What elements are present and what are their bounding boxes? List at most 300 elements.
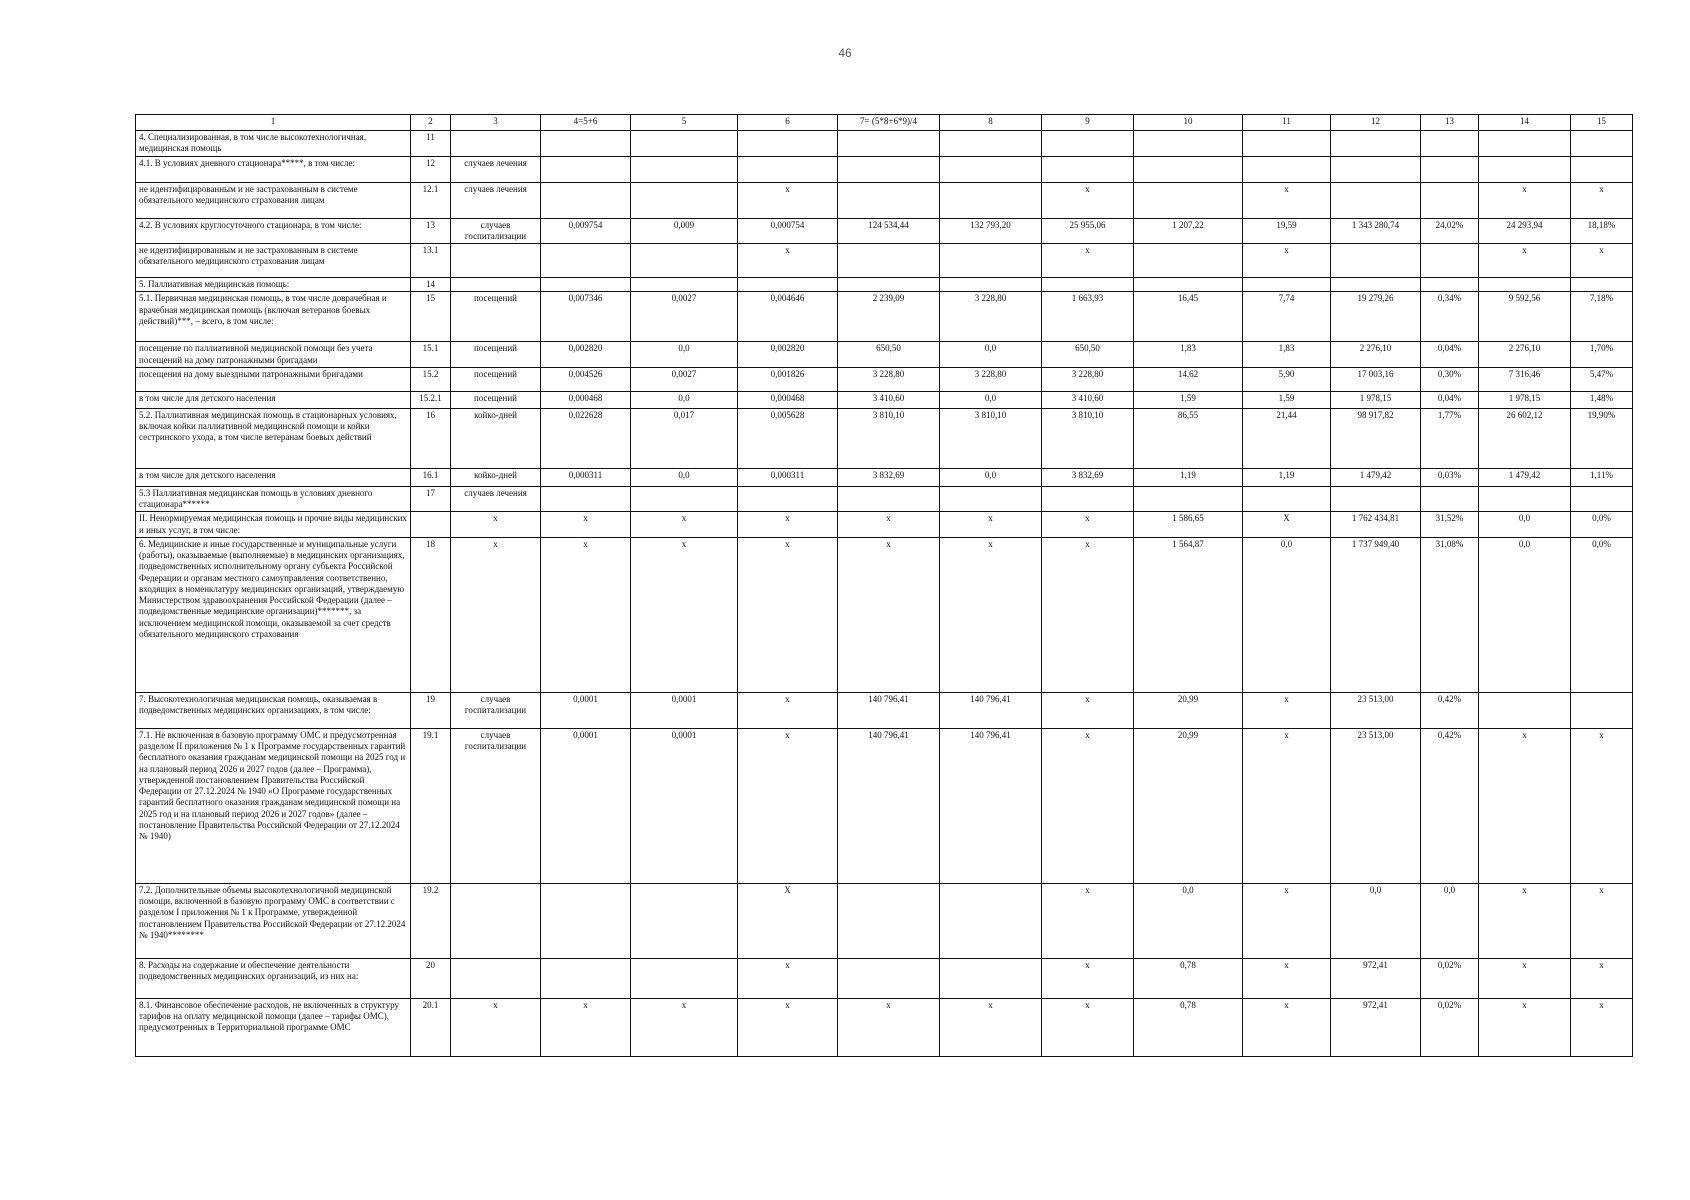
table-cell	[1421, 182, 1479, 218]
table-cell: 1 737 949,40	[1331, 537, 1421, 692]
table-cell	[838, 156, 940, 182]
table-cell: х	[1571, 998, 1633, 1056]
table-cell: 3 832,69	[838, 468, 940, 486]
table-cell: 972,41	[1331, 998, 1421, 1056]
table-row	[136, 998, 1633, 1056]
table-cell	[541, 486, 631, 512]
table-cell	[838, 883, 940, 958]
table-cell: 0,30%	[1421, 367, 1479, 391]
table-cell	[1134, 244, 1243, 278]
table-cell: 0,0	[1243, 537, 1331, 692]
table-cell: х	[1479, 728, 1571, 883]
table-cell	[1134, 182, 1243, 218]
table-cell	[1331, 131, 1421, 157]
table-cell: 140 796,41	[838, 692, 940, 728]
table-cell: х	[1479, 883, 1571, 958]
table-cell: 0,42%	[1421, 692, 1479, 728]
table-cell	[1243, 156, 1331, 182]
table-cell: 20,99	[1134, 692, 1243, 728]
table-cell: 0,02%	[1421, 958, 1479, 998]
table-cell: 0,000311	[541, 468, 631, 486]
table-row	[136, 131, 1633, 157]
table-row	[136, 278, 1633, 292]
row-label-cell: 5.2. Паллиативная медицинская помощь в стационарных условиях, включая койки паллиативной медицинской помощи и койки сестринского ухода, в том числе ветеранам боевых действий	[136, 408, 411, 468]
table-cell: случаев госпитализации	[451, 728, 541, 883]
table-cell: 7 316,46	[1479, 367, 1571, 391]
table-cell: койко-дней	[451, 408, 541, 468]
table-cell	[1479, 156, 1571, 182]
table-cell: 1,83	[1243, 342, 1331, 368]
column-header: 1	[136, 115, 411, 131]
table-cell: случаев лечения	[451, 182, 541, 218]
table-cell	[940, 182, 1042, 218]
table-cell	[1243, 486, 1331, 512]
table-cell: 98 917,82	[1331, 408, 1421, 468]
table-cell: х	[738, 182, 838, 218]
row-label-cell: посещения на дому выездными патронажными бригадами	[136, 367, 411, 391]
table-cell	[631, 958, 738, 998]
table-cell	[940, 156, 1042, 182]
table-cell	[838, 486, 940, 512]
table-cell: 0,0	[940, 342, 1042, 368]
table-cell: х	[1042, 883, 1134, 958]
row-label-cell: 7.2. Дополнительные объемы высокотехнологичной медицинской помощи, включенной в базовую программу ОМС в соответствии с разделом I приложения № 1 к Программе, утвержденной постановлением Правительства Российской Федерации от 27.12.2024 № 1940********	[136, 883, 411, 958]
table-row	[136, 486, 1633, 512]
column-header-row	[136, 115, 1633, 131]
table-cell: 1,70%	[1571, 342, 1633, 368]
table-cell: 15.2.1	[411, 391, 451, 408]
column-header: 8	[940, 115, 1042, 131]
table-cell: 140 796,41	[838, 728, 940, 883]
table-cell: 2 239,09	[838, 292, 940, 342]
table-cell: 0,0	[1479, 537, 1571, 692]
table-cell: Х	[738, 883, 838, 958]
table-cell: случаев госпитализации	[451, 692, 541, 728]
table-cell: х	[1571, 958, 1633, 998]
table-cell: 650,50	[1042, 342, 1134, 368]
table-cell: 20,99	[1134, 728, 1243, 883]
table-cell	[631, 131, 738, 157]
table-cell: 19	[411, 692, 451, 728]
table-cell	[940, 883, 1042, 958]
table-cell: х	[541, 512, 631, 538]
table-cell: х	[1243, 728, 1331, 883]
table-cell: случаев лечения	[451, 156, 541, 182]
table-cell: 0,002820	[738, 342, 838, 368]
table-cell: посещений	[451, 292, 541, 342]
table-cell	[1571, 156, 1633, 182]
page-number: 46	[838, 46, 852, 60]
table-cell: 3 810,10	[838, 408, 940, 468]
table-cell: 2 276,10	[1479, 342, 1571, 368]
table-cell: 124 534,44	[838, 218, 940, 244]
table-cell: 0,005628	[738, 408, 838, 468]
table-cell	[838, 182, 940, 218]
table-cell: х	[541, 537, 631, 692]
table-cell: х	[940, 512, 1042, 538]
column-header: 2	[411, 115, 451, 131]
table-cell: х	[541, 998, 631, 1056]
table-cell: 140 796,41	[940, 692, 1042, 728]
row-label-cell: 5. Паллиативная медицинская помощь:	[136, 278, 411, 292]
table-cell: Х	[1243, 512, 1331, 538]
table-cell: 0,0	[631, 468, 738, 486]
table-cell: х	[738, 512, 838, 538]
table-cell	[1134, 156, 1243, 182]
table-cell	[541, 156, 631, 182]
table-cell: 0,004526	[541, 367, 631, 391]
table-cell: 12.1	[411, 182, 451, 218]
table-cell	[838, 958, 940, 998]
table-cell	[541, 244, 631, 278]
table-cell: 24 293,94	[1479, 218, 1571, 244]
table-row	[136, 958, 1633, 998]
table-cell: 14	[411, 278, 451, 292]
table-cell	[838, 278, 940, 292]
table-cell: 14,62	[1134, 367, 1243, 391]
table-cell	[631, 486, 738, 512]
table-row	[136, 244, 1633, 278]
table-cell: 0,002820	[541, 342, 631, 368]
row-label-cell: не идентифицированным и не застрахованным в системе обязательного медицинского страхования лицам	[136, 182, 411, 218]
table-cell: 17	[411, 486, 451, 512]
table-cell: 0,0	[1134, 883, 1243, 958]
table-cell: 1,48%	[1571, 391, 1633, 408]
row-label-cell: посещение по паллиативной медицинской помощи без учета посещений на дому патронажными бригадами	[136, 342, 411, 368]
table-cell: х	[1042, 512, 1134, 538]
table-cell: 1 343 280,74	[1331, 218, 1421, 244]
table-cell	[1421, 486, 1479, 512]
table-cell: 1 978,15	[1331, 391, 1421, 408]
table-cell: 1,19	[1243, 468, 1331, 486]
table-cell: х	[1479, 998, 1571, 1056]
table-cell	[541, 131, 631, 157]
table-cell	[1331, 182, 1421, 218]
table-cell: 0,000468	[541, 391, 631, 408]
table-cell	[1571, 692, 1633, 728]
table-cell: 15	[411, 292, 451, 342]
table-cell	[1479, 131, 1571, 157]
table-cell	[451, 883, 541, 958]
row-label-cell: 7.1. Не включенная в базовую программу ОМС и предусмотренная разделом II приложения № 1 к Программе государственных гарантий бесплатного оказания гражданам медицинской помощи на 2025 год и на плановый период 2026 и 2027 годов (далее – Программа), утвержденной постановлением Правительства Российской Федерации от 27.12.2024 № 1940 «О Программе государственных гарантий бесплатного оказания гражданам медицинской помощи на 2025 год и на плановый период 2026 и 2027 годов» (далее – постановление Правительства Российской Федерации от 27.12.2024 № 1940)	[136, 728, 411, 883]
table-cell: 9 592,56	[1479, 292, 1571, 342]
row-label-cell: 6. Медицинские и иные государственные и муниципальные услуги (работы), оказываемые (выполняемые) в медицинских организациях, подведомственных исполнительному органу субъекта Российской Федерации и органам местного самоуправления соответственно, входящих в номенклатуру медицинских организаций, утверждаемую Министерством здравоохранения Российской Федерации (далее – подведомственные медицинские организации)*******, за исключением медицинской помощи, оказываемой за счет средств обязательного медицинского страхования	[136, 537, 411, 692]
table-cell: 11	[411, 131, 451, 157]
table-cell: 0,0001	[541, 728, 631, 883]
table-cell: 16	[411, 408, 451, 468]
table-cell: х	[1042, 244, 1134, 278]
table-row	[136, 408, 1633, 468]
table-cell	[1421, 244, 1479, 278]
table-row	[136, 512, 1633, 538]
table-cell	[631, 156, 738, 182]
row-label-cell: 5.3 Паллиативная медицинская помощь в условиях дневного стационара******	[136, 486, 411, 512]
table-row	[136, 537, 1633, 692]
table-cell: 21,44	[1243, 408, 1331, 468]
table-cell	[1421, 278, 1479, 292]
table-cell: 19,59	[1243, 218, 1331, 244]
table-cell	[1421, 156, 1479, 182]
table-cell: 20.1	[411, 998, 451, 1056]
table-cell: 26 602,12	[1479, 408, 1571, 468]
column-header: 14	[1479, 115, 1571, 131]
table-cell: х	[1243, 883, 1331, 958]
table-cell: 0,78	[1134, 998, 1243, 1056]
table-cell: х	[1479, 244, 1571, 278]
table-cell: 0,0001	[631, 692, 738, 728]
table-cell: 972,41	[1331, 958, 1421, 998]
table-cell: 0,0%	[1571, 537, 1633, 692]
table-row	[136, 218, 1633, 244]
table-cell: случаев госпитализации	[451, 218, 541, 244]
table-cell: 0,000468	[738, 391, 838, 408]
table-cell: 0,03%	[1421, 468, 1479, 486]
table-cell: х	[838, 537, 940, 692]
table-cell	[1243, 131, 1331, 157]
table-cell: х	[738, 537, 838, 692]
table-cell	[1243, 278, 1331, 292]
table-cell	[631, 278, 738, 292]
table-cell	[1134, 131, 1243, 157]
table-cell	[451, 131, 541, 157]
table-cell: х	[738, 728, 838, 883]
column-header: 12	[1331, 115, 1421, 131]
table-cell: 132 793,20	[940, 218, 1042, 244]
table-cell: х	[1042, 998, 1134, 1056]
table-cell	[738, 278, 838, 292]
table-cell	[541, 182, 631, 218]
table-cell	[940, 131, 1042, 157]
table-row	[136, 342, 1633, 368]
table-cell: 3 228,80	[1042, 367, 1134, 391]
table-cell: 0,007346	[541, 292, 631, 342]
table-cell: 20	[411, 958, 451, 998]
table-cell: 0,0027	[631, 292, 738, 342]
table-cell: х	[1479, 182, 1571, 218]
table-cell: 16.1	[411, 468, 451, 486]
table-cell: х	[738, 244, 838, 278]
table-cell: х	[738, 692, 838, 728]
table-cell: случаев лечения	[451, 486, 541, 512]
table-cell: 1 978,15	[1479, 391, 1571, 408]
table-cell	[940, 244, 1042, 278]
table-cell	[738, 156, 838, 182]
table-cell	[1331, 278, 1421, 292]
column-header: 15	[1571, 115, 1633, 131]
table-row	[136, 156, 1633, 182]
table-cell: 1,83	[1134, 342, 1243, 368]
row-label-cell: не идентифицированным и не застрахованным в системе обязательного медицинского страхования лицам	[136, 244, 411, 278]
table-row	[136, 728, 1633, 883]
table-cell: 3 410,60	[1042, 391, 1134, 408]
table-cell: посещений	[451, 391, 541, 408]
table-cell: 86,55	[1134, 408, 1243, 468]
table-cell	[631, 244, 738, 278]
table-cell: 31,52%	[1421, 512, 1479, 538]
table-cell: 3 810,10	[940, 408, 1042, 468]
table-cell: 3 832,69	[1042, 468, 1134, 486]
table-cell	[1134, 486, 1243, 512]
table-cell	[1331, 486, 1421, 512]
table-row	[136, 883, 1633, 958]
table-cell: х	[940, 537, 1042, 692]
table-cell	[541, 958, 631, 998]
table-cell: 1 762 434,81	[1331, 512, 1421, 538]
table-cell	[940, 958, 1042, 998]
table-cell: 1 479,42	[1479, 468, 1571, 486]
table-cell: посещений	[451, 342, 541, 368]
column-header: 9	[1042, 115, 1134, 131]
table-cell	[541, 278, 631, 292]
table-cell	[1479, 486, 1571, 512]
table-cell: 3 810,10	[1042, 408, 1134, 468]
column-header: 11	[1243, 115, 1331, 131]
table-cell	[1571, 131, 1633, 157]
table-cell: 19,90%	[1571, 408, 1633, 468]
table-cell: 0,0	[940, 391, 1042, 408]
table-cell: 19.1	[411, 728, 451, 883]
table-cell: 0,0001	[631, 728, 738, 883]
table-cell: 3 228,80	[940, 367, 1042, 391]
table-cell: 0,0	[1479, 512, 1571, 538]
table-cell: 1,11%	[1571, 468, 1633, 486]
table-cell: 1 564,87	[1134, 537, 1243, 692]
table-cell: х	[1243, 244, 1331, 278]
row-label-cell: 4.1. В условиях дневного стационара*****, в том числе:	[136, 156, 411, 182]
table-cell: 0,0%	[1571, 512, 1633, 538]
row-label-cell: 5.1. Первичная медицинская помощь, в том числе доврачебная и врачебная медицинская помощь (включая ветеранов боевых действий)***, – всего, в том числе:	[136, 292, 411, 342]
table-cell: 0,000754	[738, 218, 838, 244]
table-cell: 12	[411, 156, 451, 182]
table-cell	[1479, 692, 1571, 728]
table-cell: 0,009754	[541, 218, 631, 244]
financing-table	[135, 114, 1633, 1057]
table-cell: 2 276,10	[1331, 342, 1421, 368]
table-cell: 23 513,00	[1331, 728, 1421, 883]
table-cell: 1 663,93	[1042, 292, 1134, 342]
table-cell: 1 207,22	[1134, 218, 1243, 244]
table-cell: х	[1042, 958, 1134, 998]
table-cell: 0,004646	[738, 292, 838, 342]
column-header: 10	[1134, 115, 1243, 131]
table-cell: 0,42%	[1421, 728, 1479, 883]
table-cell: 5,47%	[1571, 367, 1633, 391]
table-cell: х	[1042, 182, 1134, 218]
table-cell	[1571, 486, 1633, 512]
row-label-cell: в том числе для детского населения	[136, 468, 411, 486]
table-cell	[1042, 278, 1134, 292]
table-cell	[631, 883, 738, 958]
table-cell: 0,0027	[631, 367, 738, 391]
table-cell: х	[1243, 998, 1331, 1056]
table-cell: 0,001826	[738, 367, 838, 391]
table-cell: х	[838, 512, 940, 538]
table-cell: х	[1243, 958, 1331, 998]
table-cell: 1 586,65	[1134, 512, 1243, 538]
table-cell: 0,0	[940, 468, 1042, 486]
table-cell: х	[1042, 537, 1134, 692]
table-cell	[1479, 278, 1571, 292]
table-cell: х	[1243, 182, 1331, 218]
table-cell: 140 796,41	[940, 728, 1042, 883]
table-cell: 17 003,16	[1331, 367, 1421, 391]
table-cell: х	[738, 958, 838, 998]
table-cell: х	[451, 512, 541, 538]
table-cell	[541, 883, 631, 958]
table-cell: 16,45	[1134, 292, 1243, 342]
table-cell: койко-дней	[451, 468, 541, 486]
table-cell: 23 513,00	[1331, 692, 1421, 728]
row-label-cell: 7. Высокотехнологичная медицинская помощь, оказываемая в подведомственных медицинских организациях, в том числе:	[136, 692, 411, 728]
table-cell: 3 410,60	[838, 391, 940, 408]
row-label-cell: II. Ненормируемая медицинская помощь и прочие виды медицинских и иных услуг, в том числе:	[136, 512, 411, 538]
table-cell: 15.1	[411, 342, 451, 368]
table-cell	[1331, 156, 1421, 182]
table-cell: х	[738, 998, 838, 1056]
column-header: 5	[631, 115, 738, 131]
table-cell: 7,18%	[1571, 292, 1633, 342]
row-label-cell: 8.1. Финансовое обеспечение расходов, не включенных в структуру тарифов на оплату медицинской помощи (далее – тарифы ОМС), предусмотренных в Территориальной программе ОМС	[136, 998, 411, 1056]
table-cell: х	[1571, 883, 1633, 958]
table-cell: 5,90	[1243, 367, 1331, 391]
column-header: 7= (5*8+6*9)/4	[838, 115, 940, 131]
table-cell: х	[631, 512, 738, 538]
table-cell: 650,50	[838, 342, 940, 368]
table-cell: 0,009	[631, 218, 738, 244]
table-cell: 3 228,80	[838, 367, 940, 391]
table-cell: 1,77%	[1421, 408, 1479, 468]
table-cell	[451, 958, 541, 998]
table-row	[136, 391, 1633, 408]
table-cell	[1042, 131, 1134, 157]
table-cell	[940, 278, 1042, 292]
table-cell	[838, 244, 940, 278]
table-cell: х	[838, 998, 940, 1056]
table-row	[136, 292, 1633, 342]
table-cell: 0,0	[631, 391, 738, 408]
table-cell: 0,78	[1134, 958, 1243, 998]
table-cell: 19 279,26	[1331, 292, 1421, 342]
table-cell	[1331, 244, 1421, 278]
table-cell: х	[1243, 692, 1331, 728]
table-cell	[411, 512, 451, 538]
table-cell	[1134, 278, 1243, 292]
table-cell: х	[1571, 182, 1633, 218]
table-cell	[738, 131, 838, 157]
table-cell	[631, 182, 738, 218]
table-cell: 0,0	[1421, 883, 1479, 958]
table-cell	[1571, 278, 1633, 292]
table-cell: 31,08%	[1421, 537, 1479, 692]
table-cell	[1421, 131, 1479, 157]
table-cell: 0,017	[631, 408, 738, 468]
table-body	[136, 131, 1633, 1057]
table-cell: 18,18%	[1571, 218, 1633, 244]
table-cell: 0,34%	[1421, 292, 1479, 342]
column-header: 6	[738, 115, 838, 131]
table-cell: х	[940, 998, 1042, 1056]
table-cell: 1,59	[1243, 391, 1331, 408]
table-cell: 1 479,42	[1331, 468, 1421, 486]
table-row	[136, 367, 1633, 391]
table-cell: 0,0	[631, 342, 738, 368]
table-cell: х	[1042, 692, 1134, 728]
table-cell: 7,74	[1243, 292, 1331, 342]
table-row	[136, 182, 1633, 218]
table-cell: 0,022628	[541, 408, 631, 468]
table-cell	[451, 244, 541, 278]
table-cell: посещений	[451, 367, 541, 391]
